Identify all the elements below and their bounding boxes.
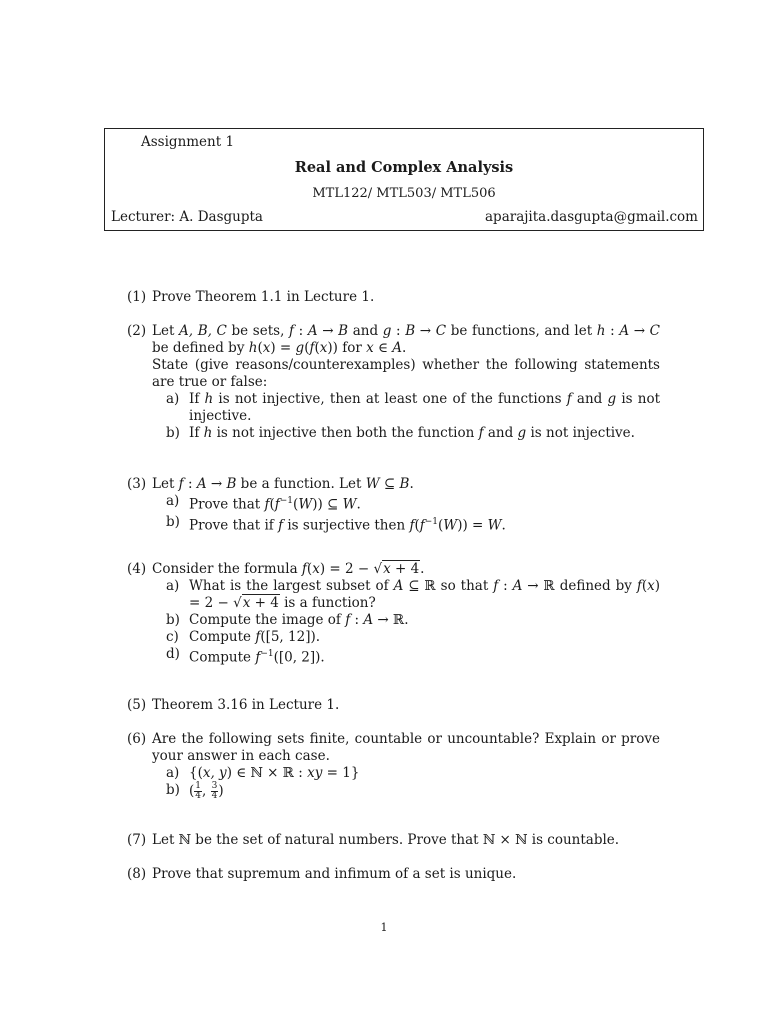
question-number: (3) bbox=[127, 476, 147, 492]
question-4 bbox=[127, 561, 660, 667]
question-text: Are the following sets finite, countable or uncountable? Explain or prove your answer in each case. bbox=[152, 731, 660, 764]
question-number: (5) bbox=[127, 697, 147, 713]
sub-question: b) Prove that if f is surjective then $f(f^{-1}(W)) = W$. bbox=[166, 513, 506, 533]
sub-question: a) If h is not injective, then at least one of the functions f and g is not injective. bbox=[166, 391, 661, 424]
question-2 bbox=[127, 323, 660, 442]
fraction-one-quarter: $\frac{1}{4}$ bbox=[195, 781, 202, 801]
sub-question: b) Compute the image of f : A → ℝ. bbox=[166, 612, 409, 628]
sub-label: b) bbox=[166, 513, 180, 530]
question-3 bbox=[127, 476, 660, 534]
sub-label: d) bbox=[166, 646, 180, 662]
sub-question: a) Prove that $f(f^{-1}(W))$ ⊆ W. bbox=[166, 493, 361, 513]
question-number: (1) bbox=[127, 289, 147, 305]
sub-question: c) Compute f([5, 12]). bbox=[166, 629, 321, 645]
course-title: Real and Complex Analysis bbox=[294, 159, 514, 176]
question-5 bbox=[127, 697, 660, 714]
course-codes: MTL122/ MTL503/ MTL506 bbox=[312, 186, 496, 201]
question-number: (8) bbox=[127, 866, 147, 882]
sub-label: a) bbox=[166, 765, 180, 781]
sub-label: a) bbox=[166, 578, 180, 594]
question-text: Theorem 3.16 in Lecture 1. bbox=[152, 697, 340, 713]
page-number: 1 bbox=[380, 921, 388, 934]
question-text: Prove Theorem 1.1 in Lecture 1. bbox=[152, 289, 375, 305]
sub-label: a) bbox=[166, 391, 180, 407]
lecturer-name: Lecturer: A. Dasgupta bbox=[111, 209, 263, 225]
question-number: (7) bbox=[127, 832, 147, 848]
sub-question: a) {(x, y) ∈ ℕ × ℝ : xy = 1} bbox=[166, 765, 360, 781]
sub-question: a) What is the largest subset of A ⊆ ℝ so that f : A → ℝ defined by f(x) = 2 − √x + 4 is a function? bbox=[166, 578, 661, 611]
sub-label: b) bbox=[166, 782, 180, 798]
question-7 bbox=[127, 832, 660, 849]
question-8 bbox=[127, 866, 660, 883]
question-number: (4) bbox=[127, 561, 147, 577]
question-number: (6) bbox=[127, 731, 147, 747]
question-text: Consider the formula f(x) = 2 − √x + 4. bbox=[152, 561, 425, 577]
lecturer-email: aparajita.dasgupta@gmail.com bbox=[485, 209, 698, 225]
question-text: Prove that supremum and infimum of a set is unique. bbox=[152, 866, 517, 882]
sub-label: a) bbox=[166, 493, 180, 509]
assignment-label: Assignment 1 bbox=[141, 134, 235, 150]
sub-label: b) bbox=[166, 612, 180, 628]
question-1 bbox=[127, 289, 660, 306]
question-text: Let ℕ be the set of natural numbers. Prove that ℕ × ℕ is countable. bbox=[152, 832, 620, 848]
sub-label: b) bbox=[166, 425, 180, 441]
assignment-header-box bbox=[104, 128, 704, 231]
sub-question: d) Compute $f^{-1}([0$, 2]). bbox=[166, 646, 325, 666]
question-text: Let f : A → B be a function. Let W ⊆ B. bbox=[152, 476, 414, 492]
question-number: (2) bbox=[127, 323, 147, 339]
fraction-three-quarters: $\frac{3}{4}$ bbox=[211, 781, 218, 801]
question-text: Let A, B, C be sets, f : A → B and g : B → C be functions, and let h : A → C be defined by h(x) = g(f(x)) for x ∈ A. State (give reasons/counterexamples) whether the following statements are true or false: bbox=[152, 323, 660, 390]
sub-question: b) ( $\frac{1}{4}$ , $\frac{3}{4}$ ) bbox=[166, 781, 224, 801]
sub-label: c) bbox=[166, 629, 179, 645]
question-6 bbox=[127, 731, 660, 801]
sub-question: b) If h is not injective then both the function f and g is not injective. bbox=[166, 425, 635, 441]
